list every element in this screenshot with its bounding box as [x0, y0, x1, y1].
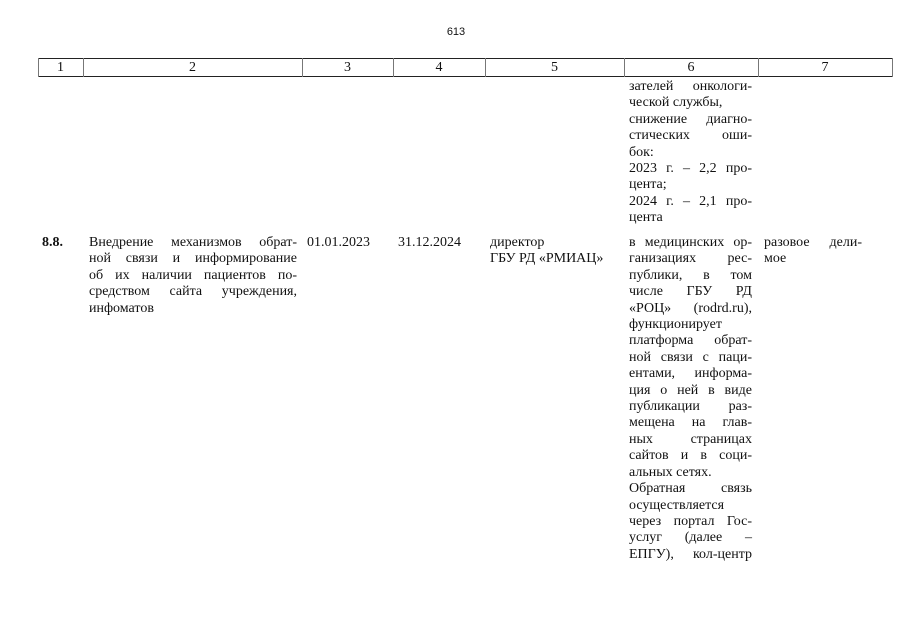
text-line: сайтов и в соци- [629, 448, 752, 464]
continuation-text [629, 79, 752, 227]
text-line: цента [629, 210, 663, 226]
row-number: 8.8. [42, 235, 63, 250]
text-line: мое [764, 251, 787, 267]
text-line: платформа обрат- [629, 333, 752, 349]
measure-text [89, 235, 297, 317]
table-header-rule [38, 76, 892, 77]
text-line: 2023 г. – 2,2 про- [629, 161, 752, 177]
column-number-3: 3 [344, 60, 351, 75]
text-line: мещена на глав- [629, 415, 752, 431]
text-line: 2024 г. – 2,1 про- [629, 193, 752, 209]
text-line: осуществляется [629, 497, 725, 513]
text-line: числе ГБУ РД [629, 284, 752, 300]
text-line: услуг (далее – [629, 530, 752, 546]
text-line: инфоматов [89, 300, 154, 316]
text-line: ческой службы, [629, 95, 723, 111]
text-line: «РОЦ» (rodrd.ru), [629, 300, 752, 316]
page-number: 613 [446, 26, 466, 38]
text-line: снижение диагно- [629, 111, 752, 127]
text-line: стических оши- [629, 128, 752, 144]
text-line: ГБУ РД «РМИАЦ» [490, 251, 604, 267]
text-line: зателей онкологи- [629, 79, 752, 94]
text-line: функционирует [629, 317, 722, 333]
column-number-6: 6 [687, 60, 695, 75]
text-line: Внедрение механизмов обрат- [89, 235, 297, 250]
text-line: ных страницах [629, 431, 752, 447]
text-line: разовое дели- [764, 235, 862, 250]
text-line: альных сетях. [629, 464, 712, 480]
text-line: директор [490, 235, 545, 250]
column-number-5: 5 [551, 60, 558, 75]
text-line: цента; [629, 177, 667, 193]
text-line: через портал Гос- [629, 513, 752, 529]
column-number-7: 7 [821, 60, 829, 75]
table-right-border [892, 58, 893, 77]
column-number-4: 4 [435, 60, 443, 75]
start-date: 01.01.2023 [307, 235, 370, 250]
text-line: Обратная связь [629, 481, 752, 497]
text-line: публикации раз- [629, 399, 752, 415]
text-line: бок: [629, 144, 654, 160]
text-line: ция о ней в виде [629, 382, 752, 398]
text-line: об их наличии пациентов по- [89, 267, 297, 283]
end-date: 31.12.2024 [398, 235, 461, 250]
text-line: ганизациях рес- [629, 251, 752, 267]
text-line: ентами, информа- [629, 366, 752, 382]
text-line: средством сайта учреждения, [89, 284, 297, 300]
text-line: ЕПГУ), кол-центр [629, 546, 752, 562]
column-number-2: 2 [189, 60, 196, 75]
text-line: в медицинских ор- [629, 235, 752, 250]
column-number-1: 1 [57, 60, 64, 75]
text-line: ной связи с паци- [629, 349, 752, 365]
type-text [764, 235, 862, 268]
result-text [629, 235, 752, 563]
text-line: публики, в том [629, 267, 752, 283]
text-line: ной связи и информирование [89, 251, 297, 267]
responsible-text [490, 235, 622, 268]
